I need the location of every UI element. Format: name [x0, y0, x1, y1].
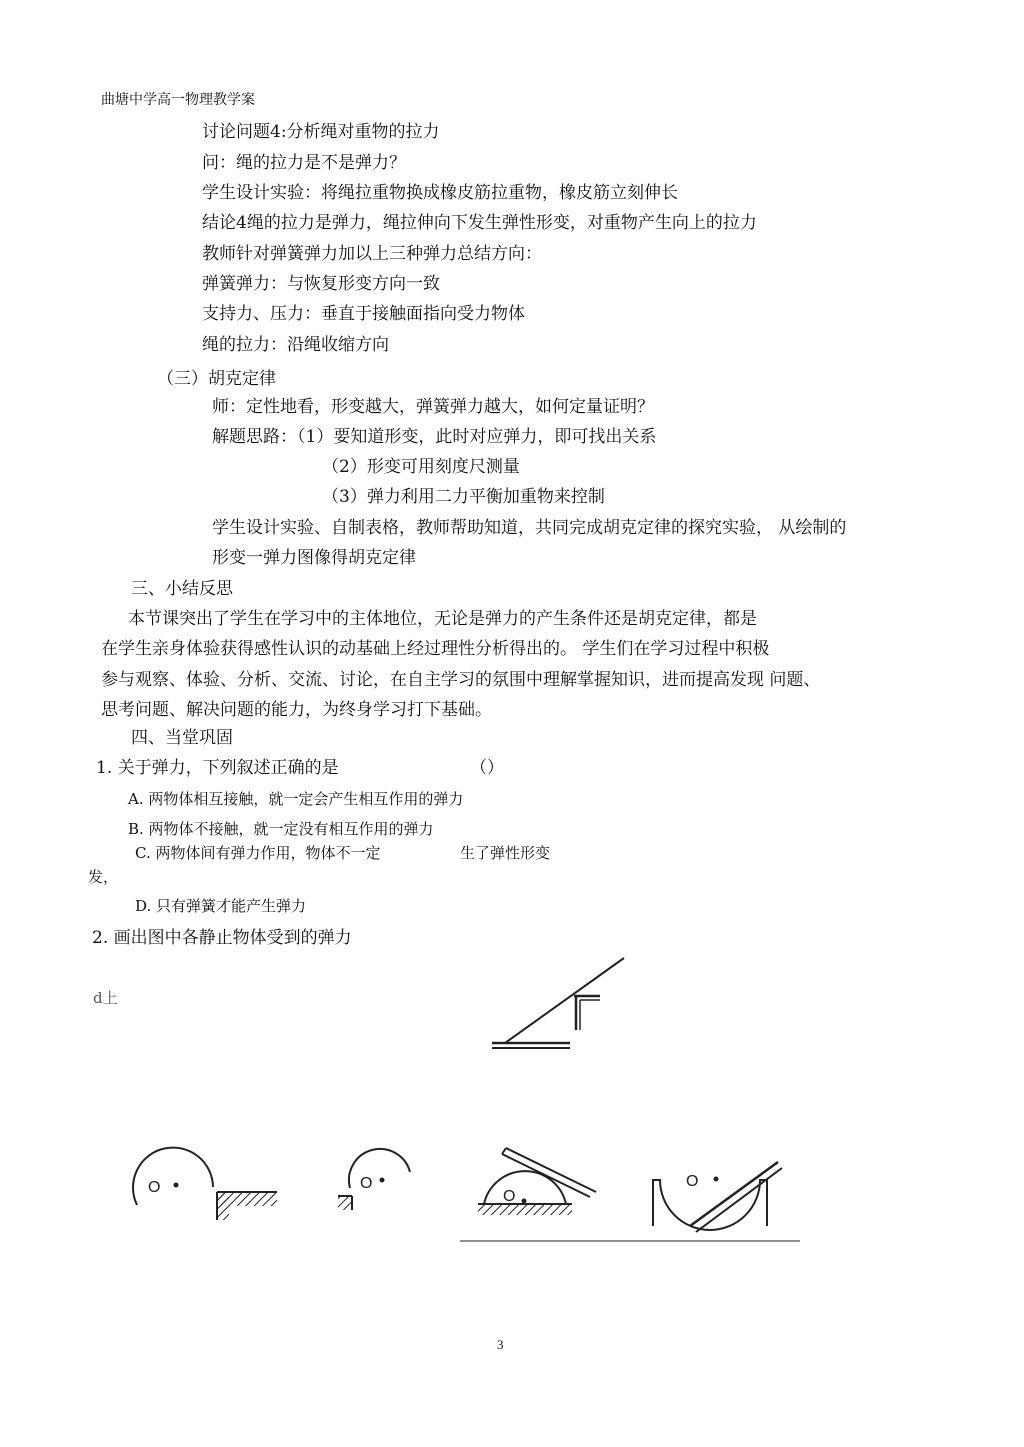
section-heading-practice: 四、当堂巩固: [131, 728, 233, 748]
discussion-line: 学生设计实验：将绳拉重物换成橡皮筋拉重物，橡皮筋立刻伸长: [202, 183, 678, 203]
discussion-line: 支持力、压力：垂直于接触面指向受力物体: [202, 304, 525, 324]
option-a: A. 两物体相互接触，就一定会产生相互作用的弹力: [128, 790, 464, 808]
center-label: O: [148, 1179, 161, 1196]
center-label: O: [686, 1173, 699, 1190]
hooke-idea-1: 解题思路：（1）要知道形变，此时对应弹力，即可找出关系: [212, 427, 657, 447]
discussion-line: 讨论问题4:分析绳对重物的拉力: [202, 122, 440, 142]
option-b: B. 两物体不接触，就一定没有相互作用的弹力: [128, 820, 434, 838]
discussion-line: 绳的拉力：沿绳收缩方向: [202, 335, 389, 355]
option-d: D. 只有弹簧才能产生弹力: [135, 897, 307, 915]
option-c-wrap: 发，: [88, 868, 119, 886]
hooke-question: 师：定性地看，形变越大，弹簧弹力越大，如何定量证明？: [212, 397, 654, 417]
summary-line: 本节课突出了学生在学习中的主体地位，无论是弹力的产生条件还是胡克定律，都是: [128, 609, 757, 629]
option-c: C. 两物体间有弹力作用，物体不一定: [135, 844, 381, 862]
question-1-blank: （）: [470, 758, 504, 778]
hooke-experiment: 学生设计实验、自制表格，教师帮助知道，共同完成胡克定律的探究实验， 从绘制的: [212, 518, 847, 538]
discussion-line: 问：绳的拉力是不是弹力？: [202, 153, 406, 173]
discussion-line: 教师针对弹簧弹力加以上三种弹力总结方向：: [202, 244, 542, 264]
summary-line: 在学生亲身体验获得感性认识的动基础上经过理性分析得出的。 学生们在学习过程中积极: [101, 639, 770, 659]
hooke-idea-2: （2）形变可用刻度尺测量: [322, 457, 520, 477]
page-header: 曲塘中学高一物理教学案: [101, 92, 255, 108]
question-1-stem: 1. 关于弹力，下列叙述正确的是: [96, 758, 339, 778]
page-number: 3: [497, 1337, 504, 1352]
discussion-line: 弹簧弹力：与恢复形变方向一致: [202, 274, 440, 294]
hooke-experiment-cont: 形变一弹力图像得胡克定律: [212, 548, 416, 568]
half-cylinder-plank-diagram: [478, 1148, 596, 1215]
discussion-line: 结论4绳的拉力是弹力，绳拉伸向下发生弹性形变，对重物产生向上的拉力: [202, 213, 757, 233]
summary-line: 思考问题、解决问题的能力，为终身学习打下基础。: [101, 700, 492, 720]
ball-ledge-diagram: [338, 1149, 410, 1210]
center-label: O: [360, 1175, 373, 1192]
section-heading-hooke: （三）胡克定律: [157, 369, 276, 389]
center-label: O: [503, 1188, 516, 1205]
figure-label-d: d上: [93, 989, 118, 1007]
bowl-rod-diagram: [653, 1162, 782, 1232]
hooke-idea-3: （3）弹力利用二力平衡加重物来控制: [322, 487, 605, 507]
option-c-tail: 生了弹性形变: [460, 844, 551, 862]
incline-step-diagram: [492, 958, 624, 1048]
section-heading-summary: 三、小结反思: [131, 579, 233, 599]
question-2-stem: 2. 画出图中各静止物体受到的弹力: [92, 928, 352, 948]
summary-line: 参与观察、体验、分析、交流、讨论，在自主学习的氛围中理解掌握知识，进而提高发现 问题、: [101, 670, 821, 690]
